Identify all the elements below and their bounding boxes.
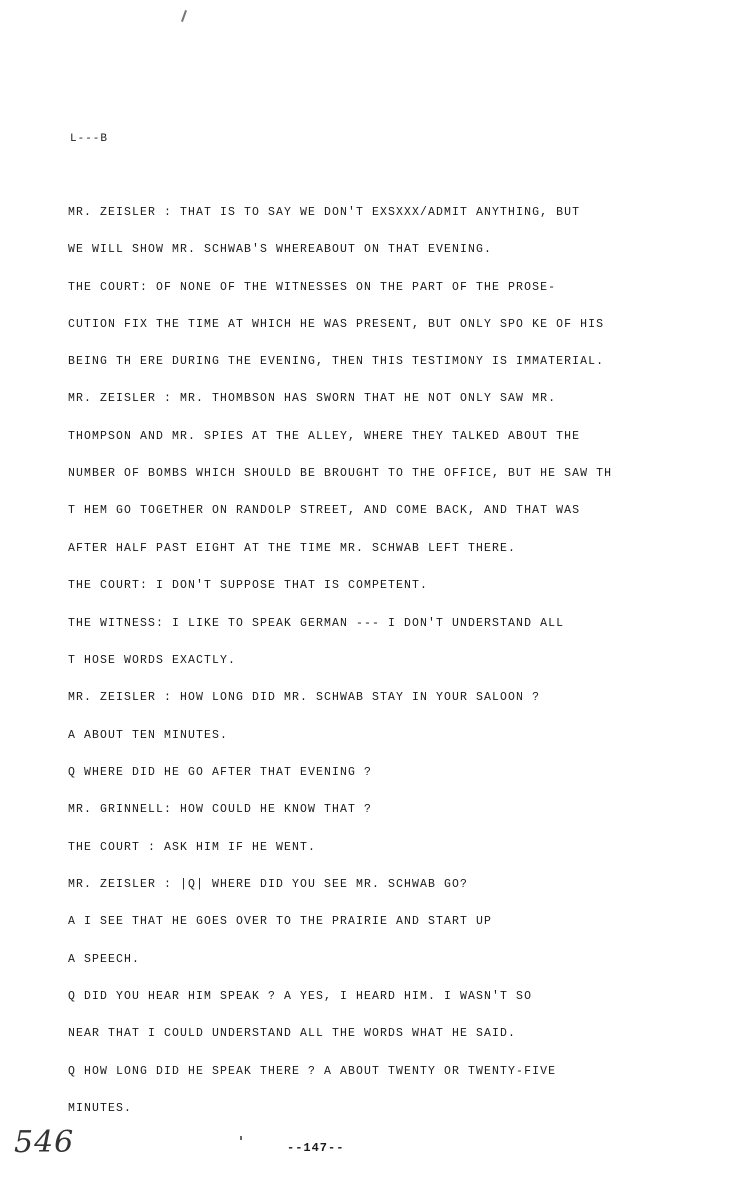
transcript-line: Q HOW LONG DID HE SPEAK THERE ? A ABOUT TWENTY OR TWENTY-FIVE <box>68 1065 557 1078</box>
transcript-line: MR. ZEISLER : |Q| WHERE DID YOU SEE MR. SCHWAB GO? <box>68 878 469 891</box>
transcript-line: A SPEECH. <box>68 953 141 966</box>
transcript-line: CUTION FIX THE TIME AT WHICH HE WAS PRESENT, BUT ONLY SPO KE OF HIS <box>68 318 605 331</box>
page-header: L---B <box>70 133 109 145</box>
transcript-line: AFTER HALF PAST EIGHT AT THE TIME MR. SCHWAB LEFT THERE. <box>68 542 517 555</box>
transcript-line: T HOSE WORDS EXACTLY. <box>68 654 237 667</box>
transcript-line: THE WITNESS: I LIKE TO SPEAK GERMAN --- I DON'T UNDERSTAND ALL <box>68 617 565 630</box>
handwritten-page-number: 546 <box>14 1125 75 1160</box>
transcript-line: A ABOUT TEN MINUTES. <box>68 729 229 742</box>
transcript-line: MR. GRINNELL: HOW COULD HE KNOW THAT ? <box>68 803 373 816</box>
transcript-line: THE COURT : ASK HIM IF HE WENT. <box>68 841 317 854</box>
transcript-line: Q WHERE DID HE GO AFTER THAT EVENING ? <box>68 766 373 779</box>
transcript-line: T HEM GO TOGETHER ON RANDOLP STREET, AND COME BACK, AND THAT WAS <box>68 504 581 517</box>
transcript-line: NEAR THAT I COULD UNDERSTAND ALL THE WORDS WHAT HE SAID. <box>68 1027 517 1040</box>
transcript-line: NUMBER OF BOMBS WHICH SHOULD BE BROUGHT TO THE OFFICE, BUT HE SAW TH <box>68 467 613 480</box>
transcript-line: MR. ZEISLER : MR. THOMBSON HAS SWORN THAT HE NOT ONLY SAW MR. <box>68 392 557 405</box>
transcript-line: MR. ZEISLER : THAT IS TO SAY WE DON'T EXSXXX/ADMIT ANYTHING, BUT <box>68 206 581 219</box>
transcript-line: Q DID YOU HEAR HIM SPEAK ? A YES, I HEARD HIM. I WASN'T SO <box>68 990 533 1003</box>
transcript-line: THE COURT: OF NONE OF THE WITNESSES ON THE PART OF THE PROSE- <box>68 281 557 294</box>
transcript-line: BEING TH ERE DURING THE EVENING, THEN THIS TESTIMONY IS IMMATERIAL. <box>68 355 605 368</box>
page-number: --147-- <box>287 1141 345 1155</box>
transcript-line: WE WILL SHOW MR. SCHWAB'S WHEREABOUT ON THAT EVENING. <box>68 243 493 256</box>
transcript-line: THOMPSON AND MR. SPIES AT THE ALLEY, WHERE THEY TALKED ABOUT THE <box>68 430 581 443</box>
stray-mark <box>181 10 187 22</box>
transcript-line: A I SEE THAT HE GOES OVER TO THE PRAIRIE AND START UP <box>68 915 493 928</box>
transcript-line: THE COURT: I DON'T SUPPOSE THAT IS COMPETENT. <box>68 579 429 592</box>
transcript-line: MINUTES. <box>68 1102 133 1115</box>
transcript-line: MR. ZEISLER : HOW LONG DID MR. SCHWAB STAY IN YOUR SALOON ? <box>68 691 541 704</box>
stray-mark <box>240 1136 242 1140</box>
